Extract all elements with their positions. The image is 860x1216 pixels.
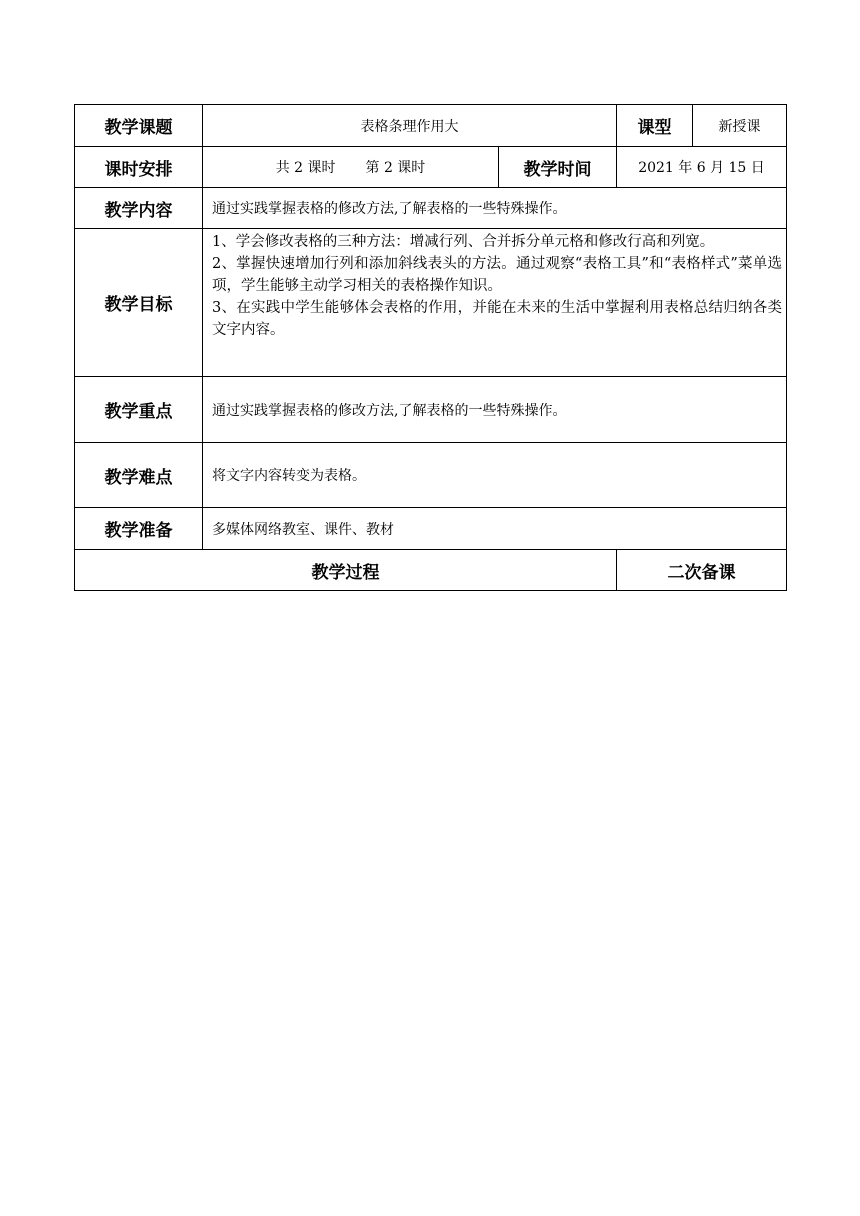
topic-row [75,105,787,147]
goals-row [75,229,787,377]
preparation-value: 多媒体网络教室、课件、教材 [203,508,787,550]
type-label: 课型 [617,105,693,147]
goals-label: 教学目标 [75,229,203,377]
key-points-label: 教学重点 [75,377,203,443]
difficulties-label: 教学难点 [75,443,203,508]
difficulties-value: 将文字内容转变为表格。 [203,443,787,508]
time-value: 2021 年 6 月 15 日 [617,147,787,188]
footer-row [75,550,787,591]
topic-label: 教学课题 [75,105,203,147]
second-prep-label: 二次备课 [617,550,787,591]
process-label: 教学过程 [75,550,617,591]
goal-item: 1、学会修改表格的三种方法：增减行列、合并拆分单元格和修改行高和列宽。 [212,234,715,250]
content-row [75,188,787,229]
schedule-label: 课时安排 [75,147,203,188]
key-points-value: 通过实践掌握表格的修改方法,了解表格的一些特殊操作。 [203,377,787,443]
lesson-plan-table [74,104,787,591]
content-label: 教学内容 [75,188,203,229]
schedule-value [203,147,499,188]
time-label: 教学时间 [499,147,617,188]
preparation-label: 教学准备 [75,508,203,550]
type-value: 新授课 [693,105,787,147]
goal-item: 2、掌握快速增加行列和添加斜线表头的方法。通过观察“表格工具”和“表格样式”菜单选项，学生能够主动学习相关的表格操作知识。 [212,256,782,294]
content-value: 通过实践掌握表格的修改方法,了解表格的一些特殊操作。 [203,188,787,229]
schedule-current: 第 2 课时 [365,160,426,176]
schedule-row [75,147,787,188]
preparation-row [75,508,787,550]
difficulties-row [75,443,787,508]
goal-item: 3、在实践中学生能够体会表格的作用，并能在未来的生活中掌握利用表格总结归纳各类文字内容。 [212,300,782,338]
key-points-row [75,377,787,443]
goals-value [203,229,787,377]
topic-value: 表格条理作用大 [203,105,617,147]
schedule-total: 共 2 课时 [275,160,336,176]
